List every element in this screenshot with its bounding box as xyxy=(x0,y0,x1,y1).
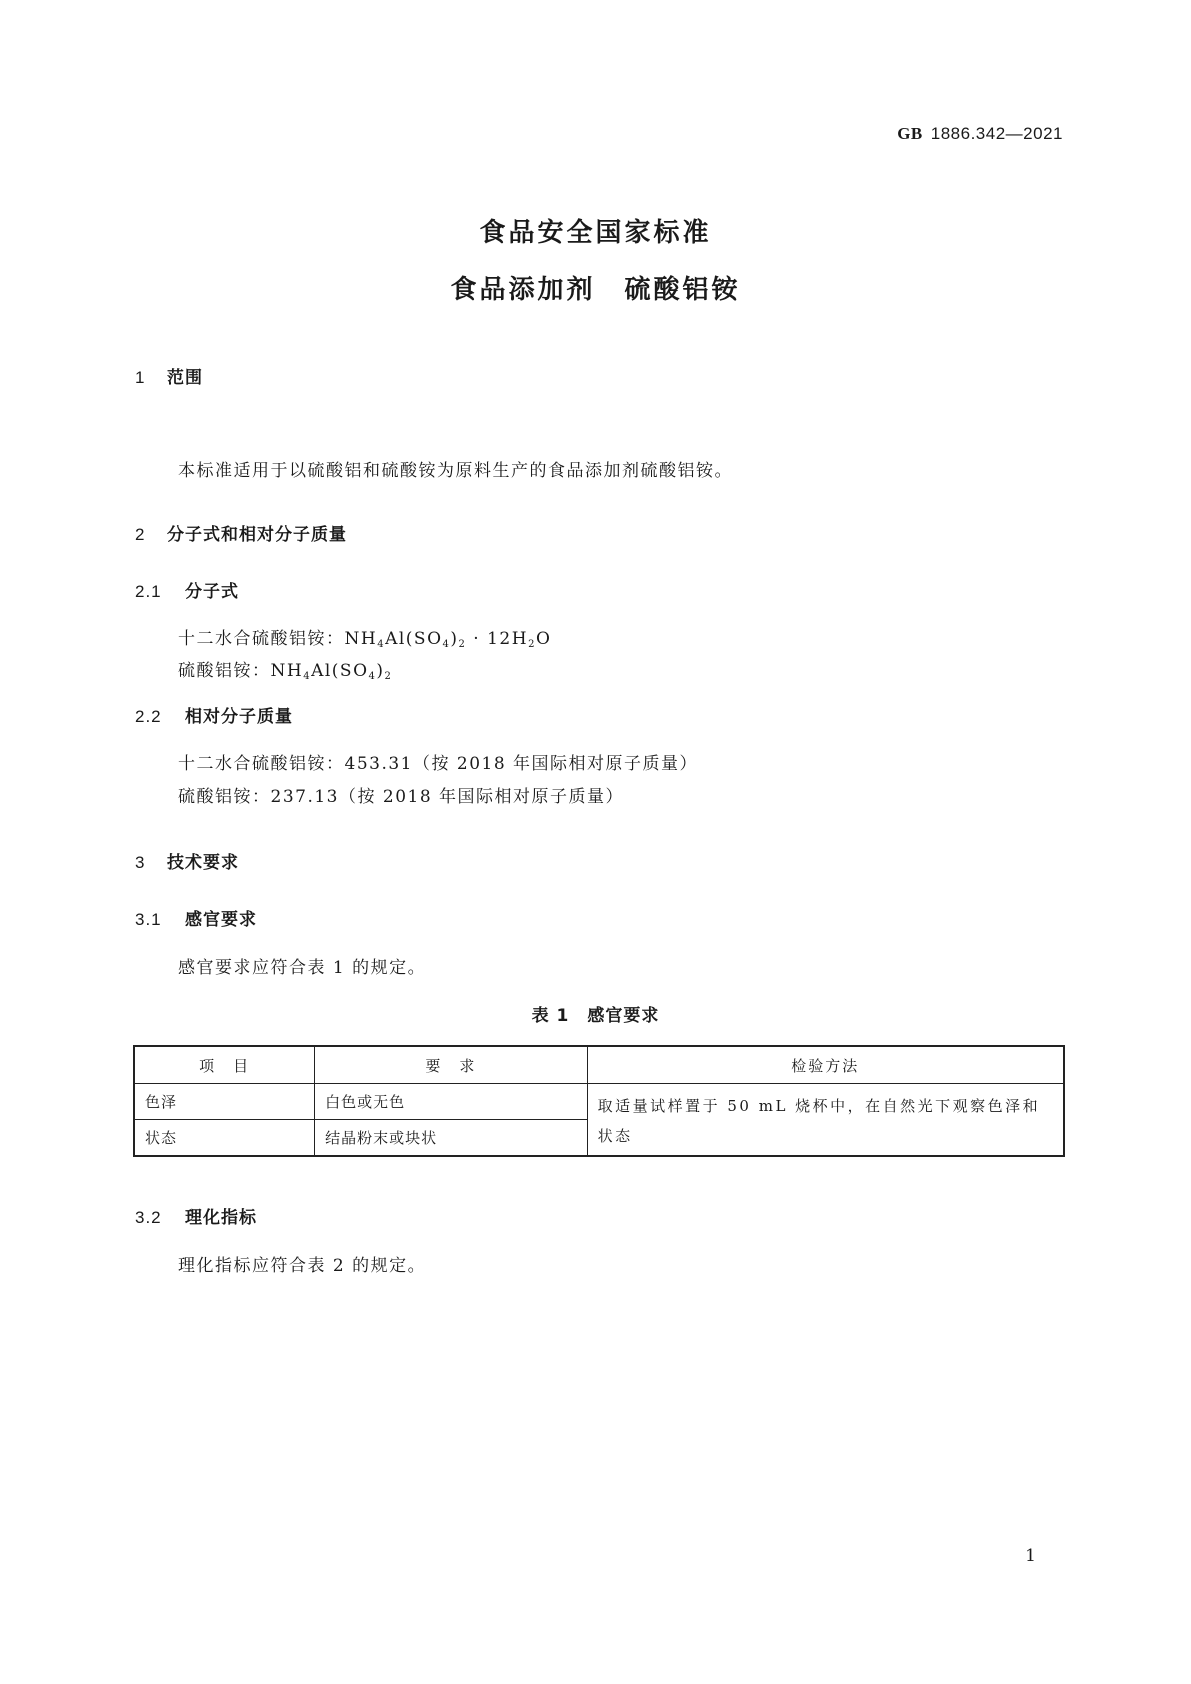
section-3-2-heading xyxy=(135,1203,257,1228)
section-number: 2.1 xyxy=(135,582,162,601)
section-1-body: 本标准适用于以硫酸铝和硫酸铵为原料生产的食品添加剂硫酸铝铵。 xyxy=(178,461,733,481)
title-line-1: 食品安全国家标准 xyxy=(479,218,712,248)
section-title: 范围 xyxy=(167,368,203,388)
table-header-row xyxy=(134,1046,1064,1084)
formula-label: 硫酸铝铵： xyxy=(178,661,271,681)
molecular-mass-line-2: 硫酸铝铵：237.13（按 2018 年国际相对原子质量） xyxy=(178,787,625,807)
table-1-caption: 表 1 感官要求 xyxy=(531,1006,660,1026)
section-title: 分子式和相对分子质量 xyxy=(167,525,347,545)
title-line-2: 食品添加剂 硫酸铝铵 xyxy=(450,275,741,305)
section-2-heading xyxy=(135,520,347,545)
molecular-mass-line-1: 十二水合硫酸铝铵：453.31（按 2018 年国际相对原子质量） xyxy=(178,754,699,774)
section-title: 感官要求 xyxy=(185,910,257,930)
section-number: 3.2 xyxy=(135,1208,162,1227)
section-title: 技术要求 xyxy=(167,853,239,873)
formula-dodecahydrate: 十二水合硫酸铝铵：$NH_4Al(SO_4)_2 \cdot 12H_2O$ xyxy=(178,629,552,650)
section-3-1-heading xyxy=(135,905,257,930)
table-row xyxy=(134,1084,1064,1120)
cell-item: 状态 xyxy=(134,1120,315,1157)
column-header-item: 项 目 xyxy=(134,1046,315,1084)
standard-number: 1886.342—2021 xyxy=(930,124,1063,143)
section-number: 3 xyxy=(135,853,146,872)
section-3-2-body: 理化指标应符合表 2 的规定。 xyxy=(178,1256,427,1276)
cell-method: 取适量试样置于 50 mL 烧杯中，在自然光下观察色泽和状态 xyxy=(587,1084,1064,1157)
table-1 xyxy=(133,1045,1065,1157)
standard-code xyxy=(897,124,1063,144)
section-1-heading xyxy=(135,363,203,388)
section-number: 2 xyxy=(135,525,146,544)
column-header-requirement: 要 求 xyxy=(315,1046,587,1084)
cell-item: 色泽 xyxy=(134,1084,315,1120)
column-header-method: 检验方法 xyxy=(587,1046,1064,1084)
section-3-1-body: 感官要求应符合表 1 的规定。 xyxy=(178,958,427,978)
formula-anhydrous: 硫酸铝铵：$NH_4Al(SO_4)_2$ xyxy=(178,661,393,682)
section-number: 2.2 xyxy=(135,707,162,726)
section-3-heading xyxy=(135,848,239,873)
page-number: 1 xyxy=(1025,1546,1036,1566)
formula-label: 十二水合硫酸铝铵： xyxy=(178,629,345,649)
standard-prefix: GB xyxy=(897,124,923,143)
cell-requirement: 结晶粉末或块状 xyxy=(315,1120,587,1157)
section-2-2-heading xyxy=(135,702,293,727)
section-title: 分子式 xyxy=(185,582,239,602)
section-number: 3.1 xyxy=(135,910,162,929)
section-title: 相对分子质量 xyxy=(185,707,293,727)
section-title: 理化指标 xyxy=(185,1208,257,1228)
section-number: 1 xyxy=(135,368,146,387)
cell-requirement: 白色或无色 xyxy=(315,1084,587,1120)
section-2-1-heading xyxy=(135,577,239,602)
